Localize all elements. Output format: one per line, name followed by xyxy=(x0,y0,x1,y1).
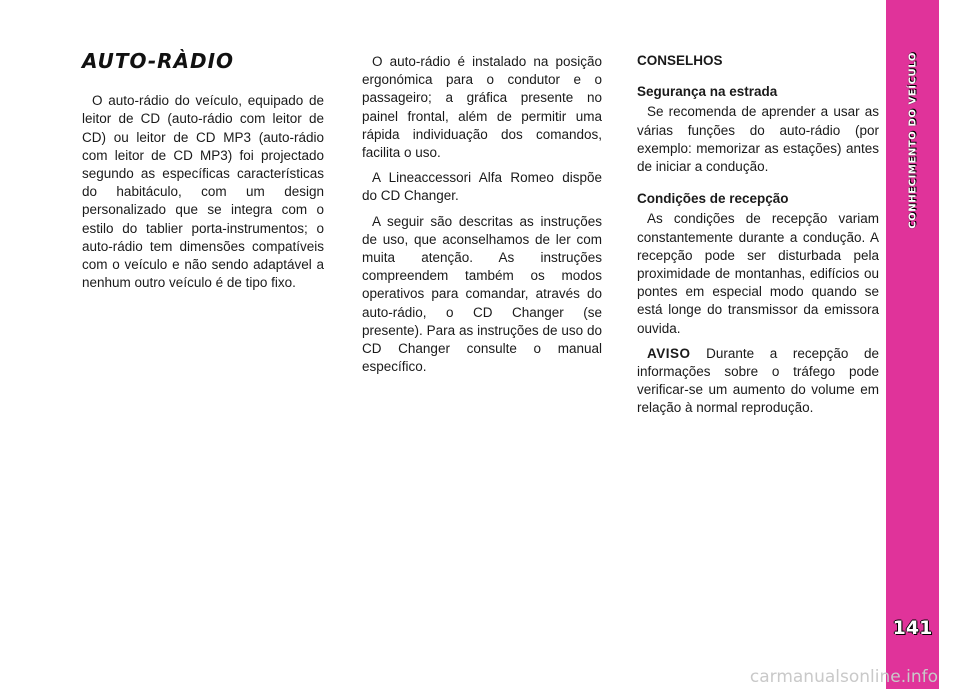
instructions-paragraph: A seguir são descritas as instruções de uso, que aconselhamos de ler com muita atenção. As instruções compreendem também os modos operativos para comandar, através do auto-rádio, o CD Changer (se presente). Para as instruções de uso do CD Changer consulte o manual específico. xyxy=(362,213,602,375)
watermark-text: carmanualsonline.info xyxy=(749,667,938,687)
section-title: AUTO-RÀDIO xyxy=(82,49,235,73)
column-right xyxy=(637,52,879,425)
chapter-label-wrapper xyxy=(886,52,939,302)
reception-paragraph: As condições de recepção variam constantemente durante a condução. A recepção pode ser disturbada pela proximidade de montanhas, edifícios ou pontes em especial modo quando se está longe do transmissor da emissora ouvida. xyxy=(637,211,879,336)
warning-text: Durante a recepção de informações sobre o tráfego pode verificar-se um aumento do volume em relação à normal reprodução. xyxy=(637,345,879,416)
chapter-label: CONHECIMENTO DO VEÍCULO xyxy=(907,52,918,229)
column-middle xyxy=(362,53,602,383)
road-safety-paragraph: Se recomenda de aprender a usar as várias funções do auto-rádio (por exemplo: memorizar as estações) antes de iniciar a condução. xyxy=(637,104,879,175)
road-safety-subheading: Segurança na estrada xyxy=(637,84,778,100)
warning-label: AVISO xyxy=(647,345,691,361)
warning-paragraph xyxy=(637,345,879,418)
chapter-sidebar xyxy=(886,0,939,689)
reception-subheading: Condições de recepção xyxy=(637,191,789,207)
advice-heading: CONSELHOS xyxy=(637,53,723,68)
column-left xyxy=(82,49,324,299)
page-number: 141 xyxy=(892,617,933,639)
cd-changer-paragraph: A Lineaccessori Alfa Romeo dispõe do CD Changer. xyxy=(362,170,602,204)
intro-paragraph: O auto-rádio do veículo, equipado de leitor de CD (auto-rádio com leitor de CD) ou leitor de CD MP3 (auto-rádio com leitor de CD MP3) foi projectado segundo as específicas características do habitáculo, com um design personalizado que se integra com o estilo do tablier porta-instrumentos; o auto-rádio tem dimensões compatíveis com o veículo e não sendo adaptável a nenhum outro veículo é de tipo fixo. xyxy=(82,93,324,291)
installation-paragraph: O auto-rádio é instalado na posição ergonómica para o condutor e o passageiro; a gráfica presente no painel frontal, além de permitir uma rápida individuação dos comandos, facilita o uso. xyxy=(362,54,602,161)
